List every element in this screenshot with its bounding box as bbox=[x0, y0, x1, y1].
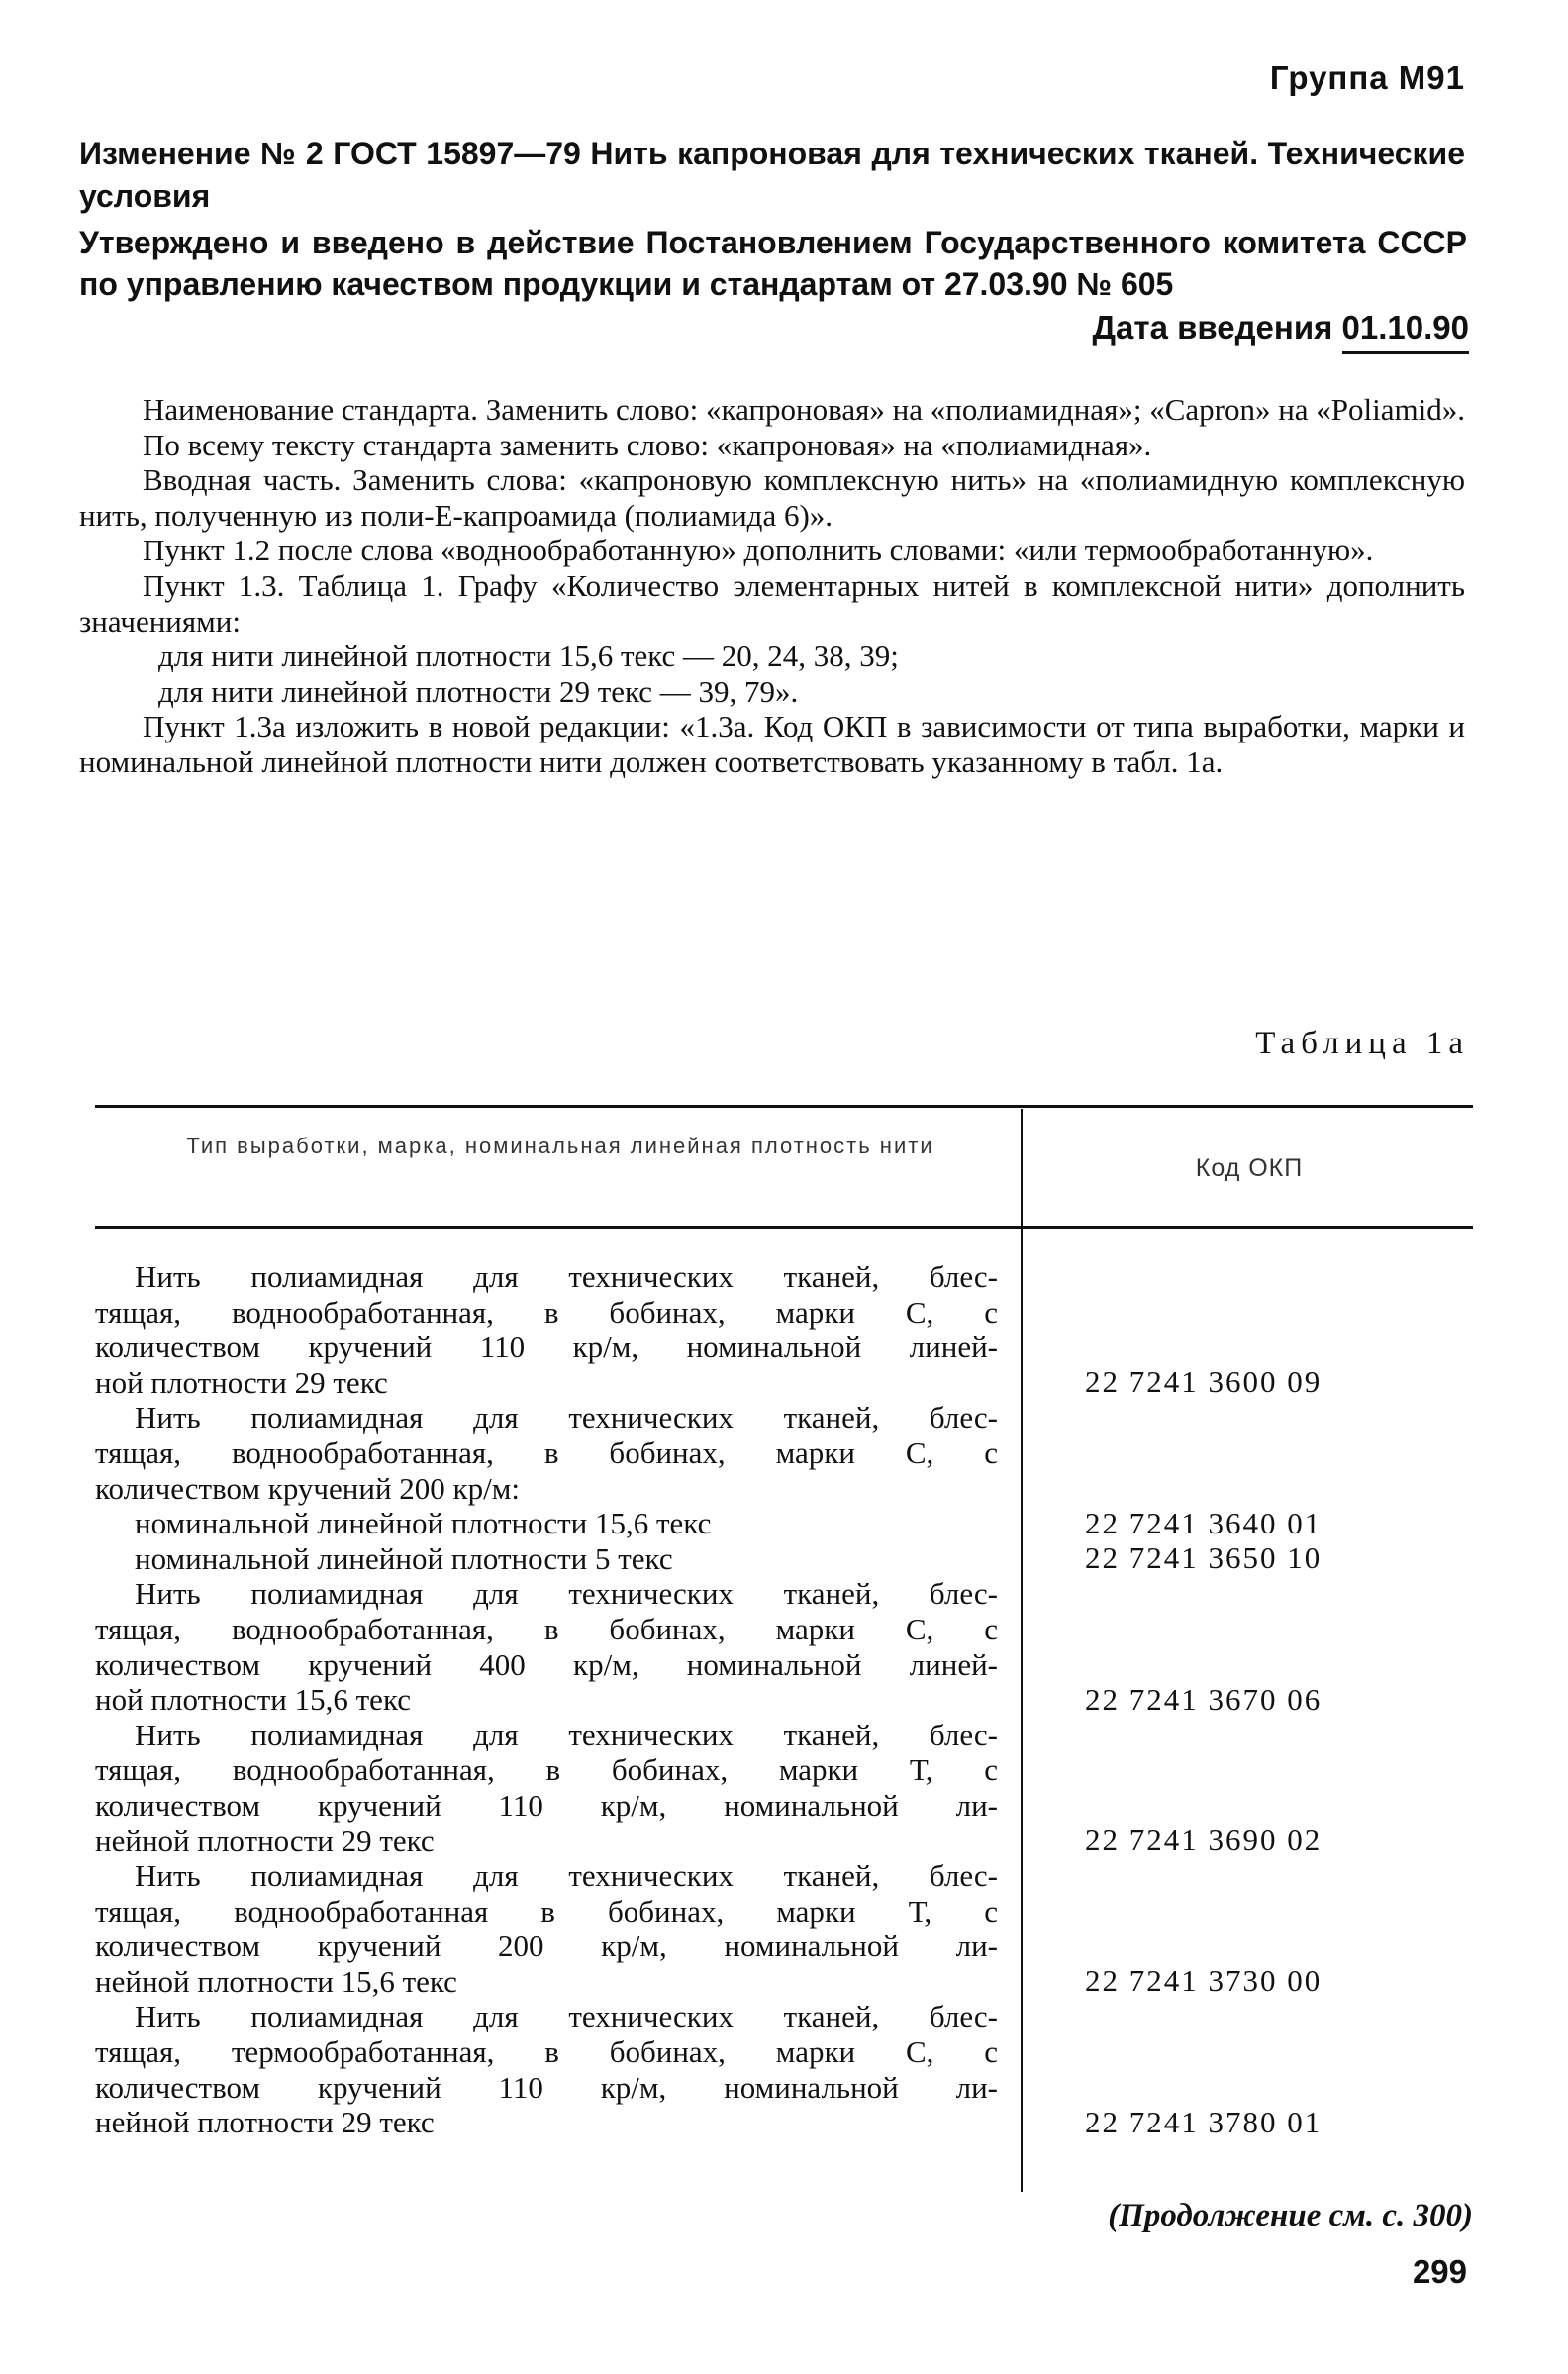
row-description bbox=[95, 1541, 998, 1577]
description-line: тящая, воднообработанная, в бобинах, марки Т, с bbox=[95, 1752, 998, 1788]
row-description bbox=[95, 1718, 998, 1858]
table-label: Таблица 1а bbox=[1255, 1026, 1469, 1061]
description-line: Нить полиамидная для технических тканей, блес- bbox=[135, 1999, 998, 2034]
continuation-note: (Продолжение см. с. 300) bbox=[1108, 2198, 1473, 2233]
row-description bbox=[95, 1999, 998, 2139]
description-line: тящая, воднообработанная, в бобинах, марки С, с bbox=[95, 1294, 998, 1330]
description-line: количеством кручений 200 кр/м, номинальной ли- bbox=[95, 1929, 998, 1964]
table-top-rule bbox=[95, 1105, 1473, 1108]
table-row bbox=[95, 1718, 1473, 1858]
description-line: нейной плотности 29 текс bbox=[95, 2105, 435, 2140]
description-line: тящая, воднообработанная, в бобинах, марки С, с bbox=[95, 1611, 998, 1646]
paragraph-whole-text: По всему тексту стандарта заменить слово: «капроновая» на «полиамидная». bbox=[143, 427, 1152, 462]
row-description bbox=[95, 1506, 998, 1541]
intro-date-value: 01.10.90 bbox=[1342, 309, 1469, 354]
table-header-rule bbox=[95, 1226, 1473, 1229]
intro-date-label: Дата введения bbox=[1092, 309, 1333, 346]
description-line: тящая, термообработанная, в бобинах, марки С, с bbox=[95, 2034, 998, 2070]
description-line: количеством кручений 110 кр/м, номинальной ли- bbox=[95, 2069, 998, 2105]
description-line: ной плотности 15,6 текс bbox=[95, 1682, 411, 1718]
table-row bbox=[95, 1576, 1473, 1717]
okp-code: 22 7241 3730 00 bbox=[1085, 1963, 1323, 1999]
row-description bbox=[95, 1400, 998, 1506]
amendment-text bbox=[79, 392, 1465, 780]
approval-statement: Утверждено и введено в действие Постановлением Государственного комитета СССР по управлению качеством продукции и стандартам от 27.03.90 № 605 bbox=[79, 225, 1467, 302]
table-row bbox=[95, 1259, 1473, 1400]
description-line: количеством кручений 110 кр/м, номинальной ли- bbox=[95, 1787, 998, 1823]
description-line: тящая, воднообработанная в бобинах, марки Т, с bbox=[95, 1893, 998, 1929]
description-line: номинальной линейной плотности 5 текс bbox=[135, 1540, 673, 1576]
description-line: Нить полиамидная для технических тканей, блес- bbox=[135, 1576, 998, 1612]
table-body bbox=[95, 1259, 1473, 2140]
okp-code: 22 7241 3650 10 bbox=[1085, 1540, 1323, 1576]
okp-code: 22 7241 3690 02 bbox=[1085, 1823, 1323, 1858]
description-line: Нить полиамидная для технических тканей, блес- bbox=[135, 1259, 998, 1294]
paragraph-item-1-3-value-b: для нити линейной плотности 29 текс — 39, 79». bbox=[158, 673, 799, 709]
table-row bbox=[95, 1999, 1473, 2139]
description-line: Нить полиамидная для технических тканей, блес- bbox=[135, 1717, 998, 1752]
okp-code: 22 7241 3600 09 bbox=[1085, 1364, 1323, 1400]
table-row bbox=[95, 1400, 1473, 1506]
description-line: Нить полиамидная для технических тканей, блес- bbox=[135, 1400, 998, 1435]
description-line: количеством кручений 110 кр/м, номинальной линей- bbox=[95, 1330, 998, 1365]
okp-code: 22 7241 3670 06 bbox=[1085, 1681, 1323, 1717]
table-row bbox=[95, 1506, 1473, 1541]
paragraph-item-1-3a: Пункт 1.3а изложить в новой редакции: «1.3а. Код ОКП в зависимости от типа выработки, марки и номинальной линейной плотности нити должен соответствовать указанному в табл. 1а. bbox=[79, 709, 1465, 779]
description-line: номинальной линейной плотности 15,6 текс bbox=[135, 1506, 712, 1541]
group-code: Группа М91 bbox=[1269, 59, 1465, 96]
description-line: нейной плотности 15,6 текс bbox=[95, 1963, 457, 1999]
description-line: количеством кручений 400 кр/м, номинальной линей- bbox=[95, 1646, 998, 1682]
okp-code: 22 7241 3640 01 bbox=[1085, 1505, 1323, 1540]
paragraph-item-1-2: Пункт 1.2 после слова «воднообработанную» дополнить словами: «или термообработанную». bbox=[143, 533, 1374, 568]
okp-code-table bbox=[95, 1105, 1473, 2188]
table-header-type: Тип выработки, марка, номинальная линейная плотность нити bbox=[186, 1134, 934, 1158]
paragraph-item-1-3-value-a: для нити линейной плотности 15,6 текс — 20, 24, 38, 39; bbox=[158, 639, 899, 674]
table-header-code: Код ОКП bbox=[1195, 1154, 1304, 1182]
page-number: 299 bbox=[1412, 2253, 1467, 2290]
table-row bbox=[95, 1541, 1473, 1577]
row-description bbox=[95, 1259, 998, 1400]
row-description bbox=[95, 1858, 998, 1999]
okp-code: 22 7241 3780 01 bbox=[1085, 2104, 1323, 2139]
paragraph-intro-part: Вводная часть. Заменить слова: «капроновую комплексную нить» на «полиамидную комплексную нить, полученную из поли-Е-капроамида (полиамида 6)». bbox=[79, 462, 1465, 533]
change-title: Изменение № 2 ГОСТ 15897—79 Нить капроновая для технических тканей. Технические условия bbox=[79, 136, 1465, 214]
paragraph-title-change: Наименование стандарта. Заменить слово: «капроновая» на «полиамидная»; «Capron» на «Poliamid». bbox=[143, 392, 1465, 427]
description-line: количеством кручений 200 кр/м: bbox=[95, 1470, 520, 1506]
description-line: ной плотности 29 текс bbox=[95, 1364, 388, 1400]
row-description bbox=[95, 1576, 998, 1717]
description-line: нейной плотности 29 текс bbox=[95, 1823, 435, 1858]
paragraph-item-1-3: Пункт 1.3. Таблица 1. Графу «Количество элементарных нитей в комплексной нити» дополнить значениями: bbox=[79, 567, 1465, 639]
table-row bbox=[95, 1858, 1473, 1999]
description-line: тящая, воднообработанная, в бобинах, марки С, с bbox=[95, 1434, 998, 1470]
introduction-date bbox=[1093, 309, 1469, 346]
description-line: Нить полиамидная для технических тканей, блес- bbox=[135, 1858, 998, 1894]
